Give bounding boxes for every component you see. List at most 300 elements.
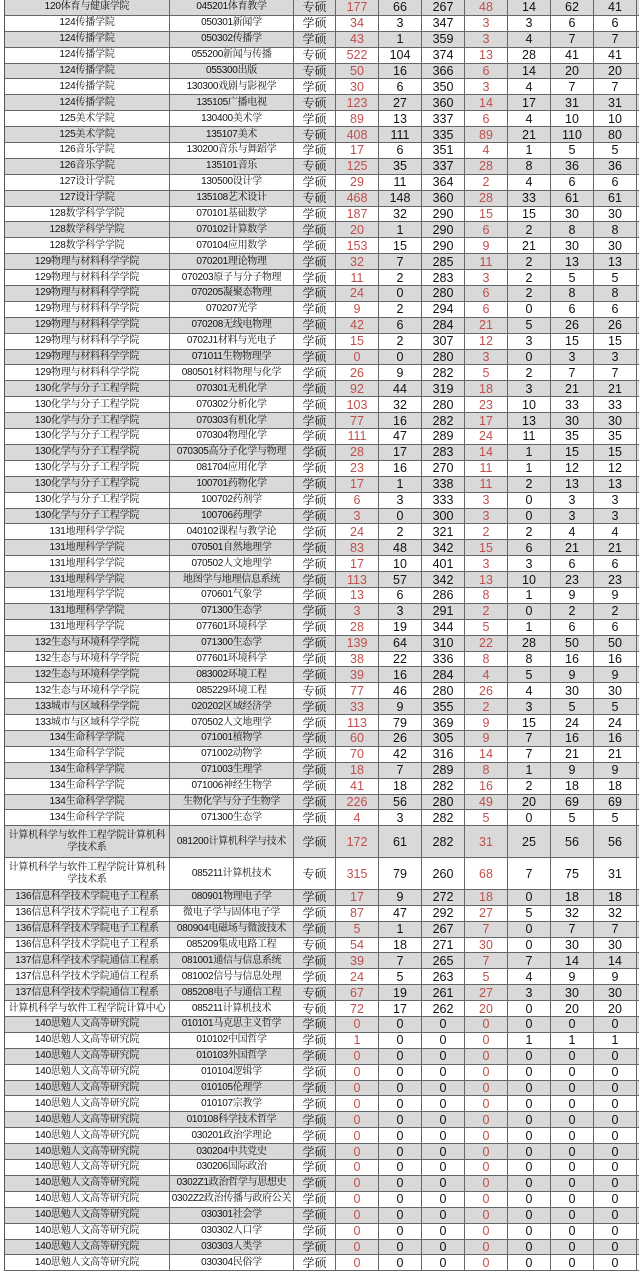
major-cell: 070501自然地理学 [170,540,294,555]
degree-type-cell: 学硕 [294,715,336,730]
col-8-cell: 1 [508,1033,551,1048]
col-8-cell: 6 [508,540,551,555]
col-9-cell: 0 [551,1017,594,1032]
major-cell: 081704应用化学 [170,461,294,476]
col-9-cell: 23 [551,572,594,587]
table-row [5,64,639,80]
college-cell: 130化学与分子工程学院 [5,381,170,396]
col-7-cell: 3 [465,556,508,571]
col-7-cell: 2 [465,175,508,190]
col-5-cell: 7 [379,953,422,968]
table-row [5,779,639,795]
col-5-cell: 9 [379,365,422,380]
degree-type-cell: 学硕 [294,1112,336,1127]
col-6-cell: 0 [422,1049,465,1064]
table-row [5,667,639,683]
col-6-cell: 364 [422,175,465,190]
col-7-cell: 3 [465,350,508,365]
major-cell: 030201政治学理论 [170,1128,294,1143]
table-row [5,477,639,493]
table-row [5,413,639,429]
major-cell: 050301新闻学 [170,16,294,31]
col-10-cell: 10 [594,111,637,126]
col-9-cell: 30 [551,413,594,428]
college-cell: 125美术学院 [5,127,170,142]
col-7-cell: 6 [465,111,508,126]
major-cell: 081200计算机科学与技术 [170,826,294,857]
col-6-cell: 271 [422,938,465,953]
major-cell: 010102中国哲学 [170,1033,294,1048]
table-row [5,1144,639,1160]
col-7-cell: 49 [465,795,508,810]
col-9-cell: 9 [551,763,594,778]
col-6-cell: 294 [422,302,465,317]
col-7-cell: 3 [465,16,508,31]
col-7-cell: 30 [465,938,508,953]
col-9-cell: 7 [551,32,594,47]
col-5-cell: 56 [379,795,422,810]
col-5-cell: 0 [379,1096,422,1111]
col-8-cell: 33 [508,191,551,206]
col-8-cell: 1 [508,461,551,476]
table-row [5,191,639,207]
table-row [5,397,639,413]
degree-type-cell: 学硕 [294,652,336,667]
col-7-cell: 28 [465,159,508,174]
col-6-cell: 290 [422,238,465,253]
col-6-cell: 338 [422,477,465,492]
degree-type-cell: 学硕 [294,1192,336,1207]
major-cell: 071003生理学 [170,763,294,778]
col-5-cell: 11 [379,175,422,190]
col-10-cell: 9 [594,969,637,984]
table-row [5,302,639,318]
col-10-cell: 16 [594,731,637,746]
college-cell: 136信息科学技术学院电子工程系 [5,922,170,937]
col-7-cell: 5 [465,810,508,825]
table-row [5,318,639,334]
col-8-cell: 0 [508,1176,551,1191]
col-8-cell: 0 [508,1144,551,1159]
col-7-cell: 2 [465,524,508,539]
col-9-cell: 9 [551,588,594,603]
major-cell: 010104逻辑学 [170,1065,294,1080]
col-9-cell: 32 [551,906,594,921]
col-9-cell: 12 [551,461,594,476]
applicants-cell: 54 [336,938,379,953]
table-row [5,938,639,954]
degree-type-cell: 学硕 [294,604,336,619]
col-7-cell: 8 [465,652,508,667]
col-8-cell: 7 [508,953,551,968]
applicants-cell: 103 [336,397,379,412]
college-cell: 129物理与材料科学学院 [5,334,170,349]
degree-type-cell: 学硕 [294,1096,336,1111]
college-cell: 131地理科学学院 [5,540,170,555]
college-cell: 124传播学院 [5,16,170,31]
col-10-cell: 80 [594,127,637,142]
col-5-cell: 104 [379,48,422,63]
col-6-cell: 319 [422,381,465,396]
major-cell: 070502人文地理学 [170,715,294,730]
degree-type-cell: 学硕 [294,32,336,47]
major-cell: 071001植物学 [170,731,294,746]
col-6-cell: 321 [422,524,465,539]
table-row [5,0,639,16]
applicants-cell: 28 [336,445,379,460]
col-10-cell: 5 [594,270,637,285]
col-9-cell: 0 [551,1192,594,1207]
col-10-cell: 7 [594,32,637,47]
col-9-cell: 2 [551,604,594,619]
col-10-cell: 32 [594,906,637,921]
col-9-cell: 7 [551,79,594,94]
degree-type-cell: 学硕 [294,365,336,380]
degree-type-cell: 专硕 [294,1001,336,1016]
college-cell: 133城市与区域科学学院 [5,715,170,730]
degree-type-cell: 学硕 [294,588,336,603]
applicants-cell: 187 [336,207,379,222]
degree-type-cell: 学硕 [294,810,336,825]
col-5-cell: 26 [379,731,422,746]
college-cell: 计算机科学与软件工程学院计算中心 [5,1001,170,1016]
table-row [5,1160,639,1176]
col-5-cell: 17 [379,1001,422,1016]
col-5-cell: 1 [379,922,422,937]
col-8-cell: 1 [508,588,551,603]
col-7-cell: 0 [465,1160,508,1175]
col-9-cell: 18 [551,779,594,794]
degree-type-cell: 学硕 [294,461,336,476]
col-7-cell: 0 [465,1255,508,1270]
college-cell: 137信息科学技术学院通信工程系 [5,969,170,984]
degree-type-cell: 学硕 [294,477,336,492]
col-7-cell: 5 [465,969,508,984]
table-row [5,906,639,922]
applicants-cell: 28 [336,620,379,635]
col-7-cell: 3 [465,32,508,47]
col-10-cell: 0 [594,1081,637,1096]
applicants-cell: 111 [336,429,379,444]
col-5-cell: 0 [379,1224,422,1239]
col-9-cell: 21 [551,747,594,762]
table-row [5,810,639,826]
degree-type-cell: 学硕 [294,270,336,285]
col-8-cell: 0 [508,810,551,825]
col-8-cell: 0 [508,1255,551,1270]
table-row [5,1240,639,1256]
applicants-cell: 23 [336,461,379,476]
col-6-cell: 0 [422,1255,465,1270]
college-cell: 136信息科学技术学院电子工程系 [5,906,170,921]
college-cell: 131地理科学学院 [5,604,170,619]
major-cell: 040102课程与教学论 [170,524,294,539]
college-cell: 140思勉人文高等研究院 [5,1144,170,1159]
col-5-cell: 0 [379,1192,422,1207]
col-5-cell: 15 [379,238,422,253]
col-5-cell: 6 [379,143,422,158]
col-8-cell: 0 [508,1240,551,1255]
major-cell: 070302分析化学 [170,397,294,412]
col-5-cell: 19 [379,620,422,635]
table-row [5,270,639,286]
table-row [5,604,639,620]
col-9-cell: 21 [551,540,594,555]
col-6-cell: 280 [422,683,465,698]
col-8-cell: 0 [508,1224,551,1239]
major-cell: 010108科学技术哲学 [170,1112,294,1127]
col-6-cell: 267 [422,0,465,15]
col-5-cell: 18 [379,779,422,794]
table-row [5,1065,639,1081]
col-7-cell: 0 [465,1033,508,1048]
applicants-cell: 72 [336,1001,379,1016]
table-row [5,922,639,938]
college-cell: 130化学与分子工程学院 [5,461,170,476]
col-6-cell: 307 [422,334,465,349]
applicants-cell: 17 [336,143,379,158]
col-8-cell: 0 [508,938,551,953]
col-6-cell: 350 [422,79,465,94]
col-10-cell: 5 [594,143,637,158]
col-6-cell: 336 [422,652,465,667]
table-row [5,254,639,270]
major-cell: 071011生物物理学 [170,350,294,365]
col-9-cell: 36 [551,159,594,174]
degree-type-cell: 学硕 [294,318,336,333]
col-9-cell: 62 [551,0,594,15]
col-10-cell: 5 [594,810,637,825]
col-10-cell: 7 [594,365,637,380]
table-row [5,1128,639,1144]
col-7-cell: 27 [465,906,508,921]
col-5-cell: 6 [379,318,422,333]
college-cell: 132生态与环境科学学院 [5,683,170,698]
col-7-cell: 6 [465,222,508,237]
college-cell: 134生命科学学院 [5,810,170,825]
col-5-cell: 3 [379,493,422,508]
college-cell: 计算机科学与软件工程学院计算机科学技术系 [5,826,170,857]
applicants-cell: 70 [336,747,379,762]
major-cell: 微电子学与固体电子学 [170,906,294,921]
col-10-cell: 0 [594,1255,637,1270]
degree-type-cell: 学硕 [294,731,336,746]
col-10-cell: 50 [594,636,637,651]
degree-type-cell: 学硕 [294,953,336,968]
col-6-cell: 0 [422,1081,465,1096]
col-9-cell: 8 [551,286,594,301]
col-5-cell: 0 [379,286,422,301]
college-cell: 124传播学院 [5,64,170,79]
college-cell: 133城市与区域科学学院 [5,699,170,714]
college-cell: 129物理与材料科学学院 [5,365,170,380]
major-cell: 085208电子与通信工程 [170,985,294,1000]
col-10-cell: 0 [594,1160,637,1175]
col-10-cell: 31 [594,858,637,889]
col-6-cell: 0 [422,1176,465,1191]
col-8-cell: 0 [508,890,551,905]
college-cell: 131地理科学学院 [5,588,170,603]
col-10-cell: 7 [594,922,637,937]
col-6-cell: 0 [422,1033,465,1048]
col-9-cell: 6 [551,302,594,317]
col-6-cell: 283 [422,445,465,460]
applicants-cell: 34 [336,16,379,31]
col-5-cell: 79 [379,858,422,889]
major-cell: 077601环境科学 [170,652,294,667]
col-6-cell: 0 [422,1240,465,1255]
col-6-cell: 0 [422,1112,465,1127]
degree-type-cell: 学硕 [294,286,336,301]
col-6-cell: 263 [422,969,465,984]
applicants-cell: 83 [336,540,379,555]
col-6-cell: 344 [422,620,465,635]
college-cell: 129物理与材料科学学院 [5,302,170,317]
applicants-cell: 77 [336,413,379,428]
college-cell: 140思勉人文高等研究院 [5,1224,170,1239]
col-9-cell: 9 [551,667,594,682]
col-5-cell: 35 [379,159,422,174]
college-cell: 134生命科学学院 [5,795,170,810]
col-6-cell: 359 [422,32,465,47]
table-row [5,652,639,668]
col-9-cell: 61 [551,191,594,206]
applicants-cell: 123 [336,95,379,110]
degree-type-cell: 学硕 [294,1049,336,1064]
col-5-cell: 0 [379,1255,422,1270]
major-cell: 100706药理学 [170,509,294,524]
col-8-cell: 14 [508,0,551,15]
col-8-cell: 28 [508,48,551,63]
table-row [5,381,639,397]
degree-type-cell: 学硕 [294,175,336,190]
col-8-cell: 0 [508,1208,551,1223]
table-row [5,1176,639,1192]
applicants-cell: 0 [336,1255,379,1270]
col-10-cell: 18 [594,779,637,794]
degree-type-cell: 学硕 [294,1208,336,1223]
applicants-cell: 87 [336,906,379,921]
applicants-cell: 50 [336,64,379,79]
table-row [5,429,639,445]
degree-type-cell: 学硕 [294,207,336,222]
col-9-cell: 50 [551,636,594,651]
table-row [5,1001,639,1017]
col-8-cell: 25 [508,826,551,857]
col-6-cell: 267 [422,922,465,937]
col-9-cell: 0 [551,1112,594,1127]
major-cell: 030302人口学 [170,1224,294,1239]
applicants-cell: 0 [336,1192,379,1207]
col-6-cell: 0 [422,1128,465,1143]
applicants-cell: 17 [336,556,379,571]
col-8-cell: 21 [508,127,551,142]
table-row [5,763,639,779]
col-6-cell: 283 [422,270,465,285]
col-10-cell: 2 [594,604,637,619]
applicants-cell: 1 [336,1033,379,1048]
table-row [5,127,639,143]
col-7-cell: 15 [465,207,508,222]
col-10-cell: 0 [594,1144,637,1159]
col-9-cell: 6 [551,556,594,571]
col-8-cell: 3 [508,16,551,31]
degree-type-cell: 专硕 [294,48,336,63]
college-cell: 132生态与环境科学学院 [5,652,170,667]
major-cell: 0302Z2政治传播与政府公关 [170,1192,294,1207]
applicants-cell: 39 [336,953,379,968]
col-6-cell: 0 [422,1096,465,1111]
col-9-cell: 8 [551,222,594,237]
applicants-cell: 0 [336,1176,379,1191]
degree-type-cell: 学硕 [294,222,336,237]
col-9-cell: 7 [551,365,594,380]
degree-type-cell: 学硕 [294,763,336,778]
table-row [5,493,639,509]
table-row [5,95,639,111]
applicants-cell: 92 [336,381,379,396]
table-row [5,858,639,890]
major-cell: 085229环境工程 [170,683,294,698]
col-7-cell: 16 [465,779,508,794]
applicants-cell: 67 [336,985,379,1000]
table-row [5,556,639,572]
applicants-cell: 0 [336,1160,379,1175]
col-10-cell: 30 [594,413,637,428]
col-8-cell: 0 [508,1001,551,1016]
degree-type-cell: 学硕 [294,969,336,984]
major-cell: 055300出版 [170,64,294,79]
col-5-cell: 0 [379,1065,422,1080]
col-7-cell: 0 [465,1144,508,1159]
col-5-cell: 16 [379,461,422,476]
college-cell: 127设计学院 [5,175,170,190]
table-row [5,1192,639,1208]
col-10-cell: 0 [594,1096,637,1111]
col-6-cell: 284 [422,667,465,682]
major-cell: 083002环境工程 [170,667,294,682]
college-cell: 140思勉人文高等研究院 [5,1017,170,1032]
col-10-cell: 0 [594,1224,637,1239]
col-5-cell: 47 [379,429,422,444]
degree-type-cell: 学硕 [294,302,336,317]
college-cell: 128数学科学学院 [5,238,170,253]
degree-type-cell: 学硕 [294,445,336,460]
col-10-cell: 3 [594,350,637,365]
applicants-cell: 60 [336,731,379,746]
col-9-cell: 0 [551,1144,594,1159]
col-8-cell: 3 [508,556,551,571]
col-8-cell: 15 [508,715,551,730]
col-9-cell: 33 [551,397,594,412]
col-10-cell: 21 [594,540,637,555]
col-8-cell: 11 [508,429,551,444]
col-9-cell: 20 [551,1001,594,1016]
applicants-cell: 153 [336,238,379,253]
major-cell: 030204中共党史 [170,1144,294,1159]
degree-type-cell: 学硕 [294,906,336,921]
major-cell: 070207光学 [170,302,294,317]
col-7-cell: 0 [465,1081,508,1096]
college-cell: 132生态与环境科学学院 [5,667,170,682]
col-7-cell: 7 [465,953,508,968]
degree-type-cell: 学硕 [294,1128,336,1143]
applicants-cell: 315 [336,858,379,889]
table-row [5,143,639,159]
table-row [5,747,639,763]
col-9-cell: 0 [551,1240,594,1255]
col-10-cell: 5 [594,699,637,714]
